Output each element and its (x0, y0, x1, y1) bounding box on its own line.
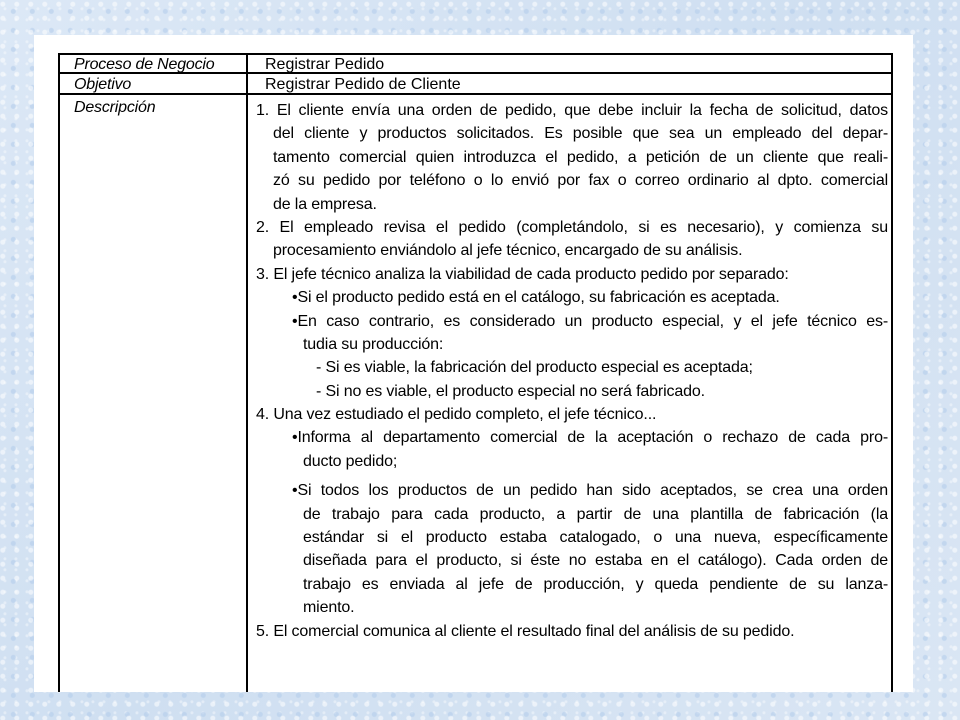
table-row-descripcion (60, 95, 891, 692)
desc-bullet-line: •Informa al departamento comercial de la aceptación o rechazo de cada pro- (292, 429, 888, 447)
column-divider (246, 74, 248, 93)
desc-step-3-line: 3. El jefe técnico analiza la viabilidad de cada producto pedido por separado: (256, 265, 789, 283)
description-text (256, 99, 888, 643)
desc-bullet-line: •Si el producto pedido está en el catálogo, su fabricación es aceptada. (292, 289, 780, 307)
column-divider (246, 95, 248, 692)
table-row-proceso (60, 55, 891, 74)
value-objetivo: Registrar Pedido de Cliente (265, 76, 461, 93)
table-row-objetivo (60, 74, 891, 95)
document-sheet (34, 35, 913, 692)
desc-line: miento. (303, 599, 355, 617)
desc-line: de trabajo para cada producto, a partir de una plantilla de fabricación (la (303, 505, 888, 523)
desc-line: ducto pedido; (303, 452, 398, 470)
desc-bullet-line: •En caso contrario, es considerado un producto especial, y el jefe técnico es- (292, 312, 888, 330)
desc-line: zó su pedido por teléfono o lo envió por fax o correo ordinario al dpto. comercial (273, 172, 888, 190)
desc-line: estándar si el producto estaba catalogado, o una nueva, específicamente (303, 529, 888, 547)
desc-line: procesamiento enviándolo al jefe técnico, encargado de su análisis. (273, 242, 743, 260)
desc-dash-line: - Si es viable, la fabricación del producto especial es aceptada; (316, 359, 753, 377)
desc-step-4-line: 4. Una vez estudiado el pedido completo, el jefe técnico... (256, 406, 657, 424)
desc-line: diseñada para el producto, si éste no estaba en el catálogo). Cada orden de (303, 552, 888, 570)
label-descripcion: Descripción (74, 99, 156, 116)
label-objetivo: Objetivo (74, 76, 132, 93)
desc-step-2-line: 2. El empleado revisa el pedido (completándolo, si es necesario), y comienza su (256, 218, 888, 236)
process-table (58, 53, 893, 692)
value-proceso-de-negocio: Registrar Pedido (265, 56, 385, 73)
column-divider (246, 55, 248, 72)
desc-line: del cliente y productos solicitados. Es posible que sea un empleado del depar- (273, 125, 888, 143)
desc-bullet-line: •Si todos los productos de un pedido han sido aceptados, se crea una orden (292, 482, 888, 500)
desc-line: tamento comercial quien introduzca el pedido, a petición de un cliente que reali- (273, 148, 888, 166)
desc-line: tudia su producción: (303, 335, 444, 353)
desc-dash-line: - Si no es viable, el producto especial no será fabricado. (316, 382, 705, 400)
desc-line: de la empresa. (273, 195, 377, 213)
label-proceso-de-negocio: Proceso de Negocio (74, 56, 215, 73)
desc-line: trabajo es enviada al jefe de producción, y queda pendiente de su lanza- (303, 575, 888, 593)
desc-step-1-line: 1. El cliente envía una orden de pedido, que debe incluir la fecha de solicitud, datos (256, 102, 888, 119)
desc-step-5-line: 5. El comercial comunica al cliente el resultado final del análisis de su pedido. (256, 622, 795, 640)
